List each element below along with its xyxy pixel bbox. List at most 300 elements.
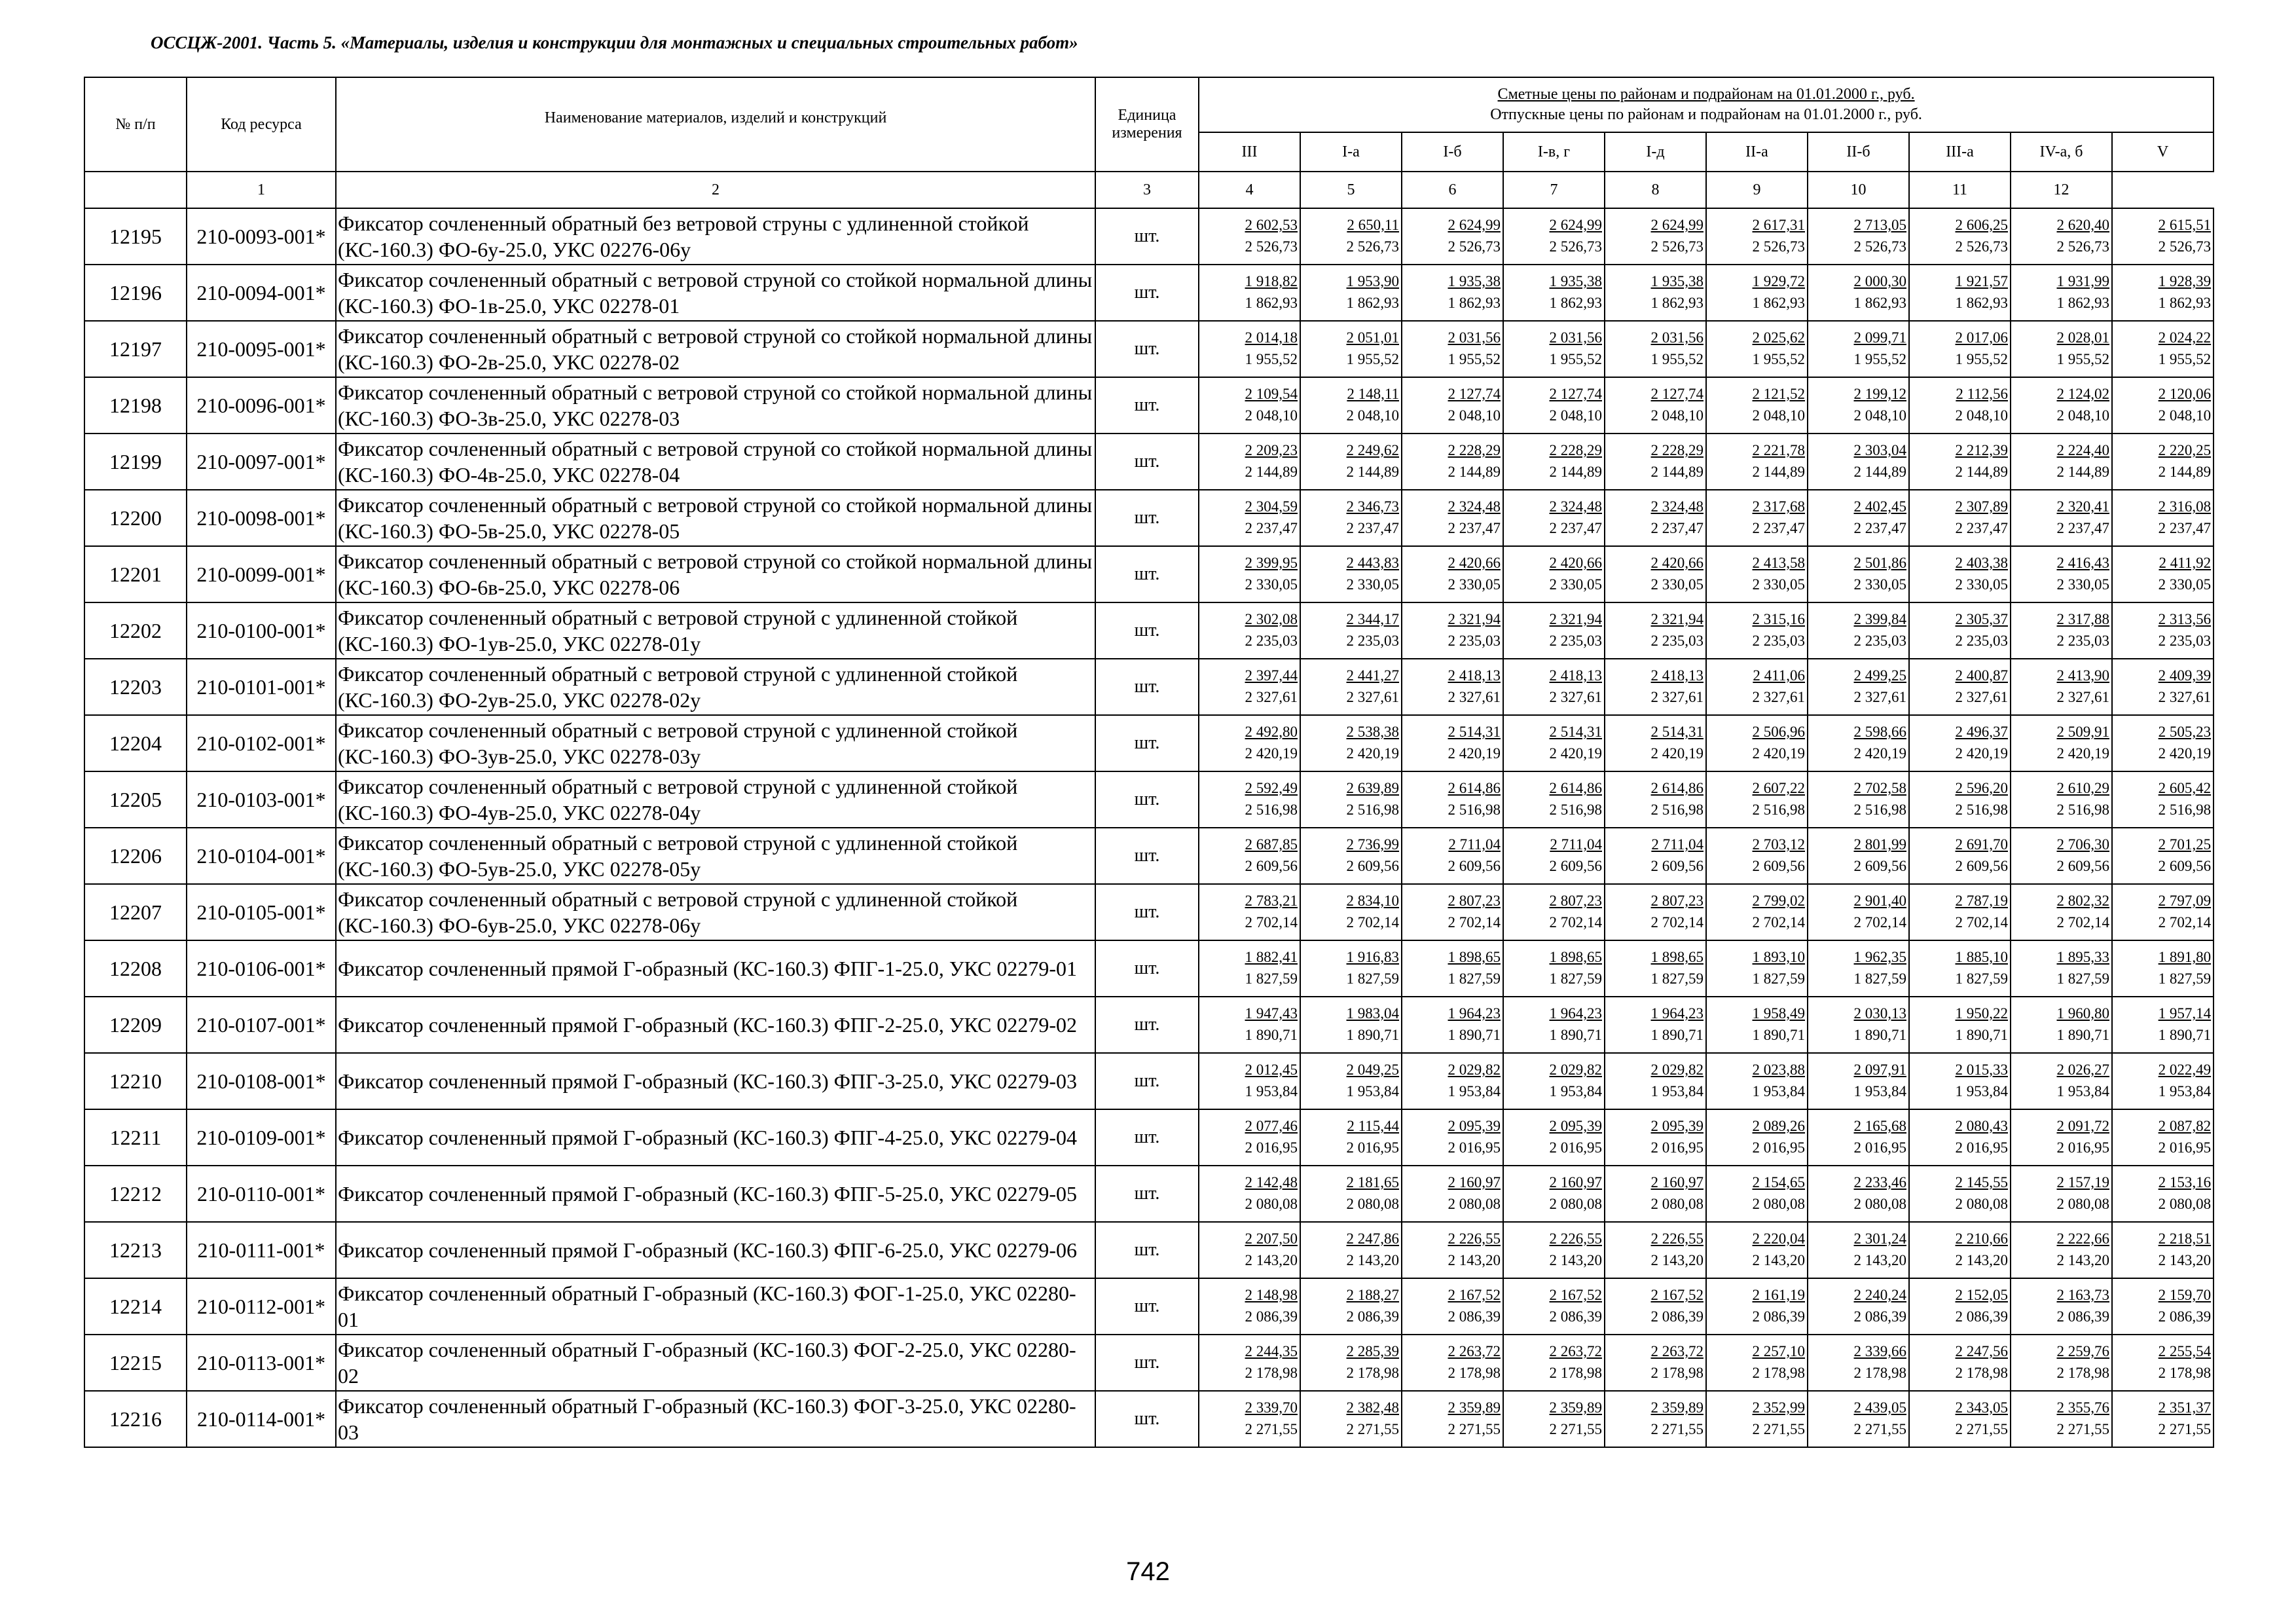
- release-price: 2 516,98: [1346, 802, 1399, 818]
- price-cell: [2011, 546, 2112, 602]
- release-price: 2 330,05: [1245, 576, 1298, 593]
- price-cell: [1300, 602, 1402, 659]
- price-cell: [1706, 1109, 1808, 1166]
- price-cell: [1402, 434, 1503, 490]
- release-price: 2 702,14: [1752, 914, 1805, 931]
- release-price: 1 862,93: [1752, 295, 1805, 311]
- release-price: 1 862,93: [1448, 295, 1501, 311]
- resource-code: 210-0095-001*: [187, 321, 336, 377]
- price-cell: [1808, 1222, 1909, 1278]
- estimated-price: 2 026,27: [2056, 1061, 2109, 1078]
- price-cell: [1808, 434, 1909, 490]
- price-cell: [2112, 1278, 2214, 1335]
- release-price: 2 516,98: [1549, 802, 1602, 818]
- price-cell: [1808, 1335, 1909, 1391]
- price-cell: [1300, 1278, 1402, 1335]
- estimated-price: 2 145,55: [1955, 1174, 2008, 1190]
- release-price: 2 702,14: [1853, 914, 1906, 931]
- material-name: Фиксатор сочлененный обратный с ветровой струной с удлиненной стойкой (КС-160.3) ФО-1ув-25.0, УКС 02278-01у: [336, 602, 1095, 659]
- price-cell: [2112, 940, 2214, 997]
- estimated-price: 2 024,22: [2158, 329, 2212, 346]
- release-price: 1 862,93: [2158, 295, 2212, 311]
- price-cell: [1909, 1166, 2011, 1222]
- estimated-price: 2 344,17: [1346, 611, 1399, 627]
- estimated-price: 2 807,23: [1650, 893, 1704, 909]
- release-price: 2 609,56: [2056, 858, 2109, 874]
- price-cell: [1808, 997, 1909, 1053]
- estimated-price: 2 025,62: [1752, 329, 1805, 346]
- estimated-price: 1 962,35: [1853, 949, 1906, 965]
- document-header: ОССЦЖ-2001. Часть 5. «Материалы, изделия и конструкции для монтажных и специальных строительных работ»: [151, 33, 1078, 52]
- release-price: 1 827,59: [2056, 970, 2109, 987]
- material-name: Фиксатор сочлененный прямой Г-образный (КС-160.3) ФПГ-5-25.0, УКС 02279-05: [336, 1166, 1095, 1222]
- estimated-price: 2 148,11: [1347, 386, 1399, 402]
- price-cell: [1909, 884, 2011, 940]
- estimated-price: 2 160,97: [1549, 1174, 1602, 1190]
- price-cell: [1808, 265, 1909, 321]
- unit-of-measure: шт.: [1095, 208, 1199, 265]
- estimated-price: 2 220,25: [2158, 442, 2212, 458]
- estimated-price: 2 029,82: [1448, 1061, 1501, 1078]
- price-cell: [1808, 659, 1909, 715]
- header-unit: Единица измерения: [1095, 77, 1199, 172]
- price-cell: [1503, 208, 1605, 265]
- release-price: 1 890,71: [2158, 1027, 2212, 1043]
- release-price: 1 953,84: [1955, 1083, 2008, 1099]
- release-price: 2 702,14: [1448, 914, 1501, 931]
- estimated-price: 2 403,38: [1955, 555, 2008, 571]
- release-price: 2 330,05: [1955, 576, 2008, 593]
- release-price: 1 955,52: [1853, 351, 1906, 367]
- estimated-price: 1 935,38: [1448, 273, 1501, 289]
- price-cell: [1300, 884, 1402, 940]
- column-number: 4: [1199, 172, 1300, 208]
- price-table: [84, 77, 2214, 1448]
- release-price: 2 080,08: [1549, 1196, 1602, 1212]
- price-cell: [1706, 1335, 1808, 1391]
- price-cell: [1300, 1053, 1402, 1109]
- release-price: 2 016,95: [1853, 1139, 1906, 1156]
- estimated-price: 2 305,37: [1955, 611, 2008, 627]
- estimated-price: 2 807,23: [1448, 893, 1501, 909]
- price-cell: [2011, 940, 2112, 997]
- release-price: 2 143,20: [1245, 1252, 1298, 1268]
- resource-code: 210-0112-001*: [187, 1278, 336, 1335]
- estimated-price: 2 413,90: [2056, 667, 2109, 684]
- estimated-price: 1 964,23: [1650, 1005, 1704, 1022]
- price-cell: [2112, 602, 2214, 659]
- price-cell: [2011, 1391, 2112, 1447]
- release-price: 2 235,03: [1346, 633, 1399, 649]
- estimated-price: 2 263,72: [1448, 1343, 1501, 1359]
- release-price: 2 048,10: [1549, 407, 1602, 424]
- column-number-row: [84, 172, 2214, 208]
- estimated-price: 2 228,29: [1448, 442, 1501, 458]
- estimated-price: 2 399,84: [1853, 611, 1906, 627]
- release-price: 2 080,08: [2056, 1196, 2109, 1212]
- estimated-price: 2 112,56: [1956, 386, 2008, 402]
- price-cell: [1199, 602, 1300, 659]
- release-price: 2 178,98: [1448, 1365, 1501, 1381]
- unit-of-measure: шт.: [1095, 265, 1199, 321]
- release-price: 2 330,05: [1752, 576, 1805, 593]
- release-price: 2 420,19: [2056, 745, 2109, 762]
- release-price: 2 016,95: [1549, 1139, 1602, 1156]
- price-cell: [1300, 997, 1402, 1053]
- price-cell: [1503, 546, 1605, 602]
- release-price: 1 955,52: [2158, 351, 2212, 367]
- estimated-price: 2 321,94: [1650, 611, 1704, 627]
- price-cell: [1605, 997, 1706, 1053]
- estimated-price: 2 409,39: [2158, 667, 2212, 684]
- estimated-price: 2 339,70: [1245, 1399, 1298, 1416]
- estimated-price: 2 346,73: [1346, 498, 1399, 515]
- material-name: Фиксатор сочлененный прямой Г-образный (КС-160.3) ФПГ-1-25.0, УКС 02279-01: [336, 940, 1095, 997]
- estimated-price: 1 960,80: [2056, 1005, 2109, 1022]
- price-cell: [2011, 434, 2112, 490]
- estimated-price: 2 097,91: [1853, 1061, 1906, 1078]
- release-price: 2 237,47: [1448, 520, 1501, 536]
- release-price: 2 271,55: [1245, 1421, 1298, 1437]
- price-cell: [1199, 940, 1300, 997]
- price-cell: [1605, 1166, 1706, 1222]
- material-name: Фиксатор сочлененный обратный с ветровой струной со стойкой нормальной длины (КС-160.3) ФО-6в-25.0, УКС 02278-06: [336, 546, 1095, 602]
- release-price: 2 048,10: [1346, 407, 1399, 424]
- estimated-price: 2 317,88: [2056, 611, 2109, 627]
- region-header-7: II-б: [1808, 132, 1909, 172]
- estimated-price: 2 509,91: [2056, 724, 2109, 740]
- release-price: 2 420,19: [1853, 745, 1906, 762]
- release-price: 2 327,61: [1549, 689, 1602, 705]
- unit-of-measure: шт.: [1095, 377, 1199, 434]
- price-cell: [1402, 997, 1503, 1053]
- estimated-price: 2 153,16: [2158, 1174, 2212, 1190]
- release-price: 2 235,03: [2056, 633, 2109, 649]
- release-price: 2 237,47: [1346, 520, 1399, 536]
- estimated-price: 2 496,37: [1955, 724, 2008, 740]
- release-price: 2 144,89: [2056, 464, 2109, 480]
- release-price: 1 862,93: [1650, 295, 1704, 311]
- estimated-price: 2 127,74: [1448, 386, 1501, 402]
- price-cell: [2011, 771, 2112, 828]
- price-cell: [1503, 1109, 1605, 1166]
- price-cell: [2011, 884, 2112, 940]
- estimated-price: 1 916,83: [1346, 949, 1399, 965]
- estimated-price: 2 000,30: [1853, 273, 1906, 289]
- release-price: 2 016,95: [2056, 1139, 2109, 1156]
- price-cell: [1909, 997, 2011, 1053]
- unit-of-measure: шт.: [1095, 546, 1199, 602]
- release-price: 2 609,56: [1549, 858, 1602, 874]
- unit-of-measure: шт.: [1095, 1391, 1199, 1447]
- estimated-price: 2 165,68: [1853, 1118, 1906, 1134]
- estimated-price: 2 324,48: [1549, 498, 1602, 515]
- price-cell: [1808, 715, 1909, 771]
- unit-of-measure: шт.: [1095, 321, 1199, 377]
- price-cell: [1402, 602, 1503, 659]
- region-header-10: V: [2112, 132, 2214, 172]
- estimated-price: 1 898,65: [1448, 949, 1501, 965]
- estimated-price: 1 935,38: [1650, 273, 1704, 289]
- price-cell: [1402, 1335, 1503, 1391]
- release-price: 2 016,95: [1650, 1139, 1704, 1156]
- release-price: 1 953,84: [1245, 1083, 1298, 1099]
- header-num: № п/п: [84, 77, 187, 172]
- price-cell: [1300, 377, 1402, 434]
- price-cell: [1909, 490, 2011, 546]
- price-cell: [1199, 771, 1300, 828]
- release-price: 2 178,98: [1549, 1365, 1602, 1381]
- estimated-price: 2 095,39: [1448, 1118, 1501, 1134]
- release-price: 2 271,55: [1955, 1421, 2008, 1437]
- table-row: [84, 1222, 2214, 1278]
- price-cell: [1199, 1053, 1300, 1109]
- estimated-price: 2 339,66: [1853, 1343, 1906, 1359]
- price-cell: [1909, 1391, 2011, 1447]
- price-cell: [1909, 1335, 2011, 1391]
- estimated-price: 2 218,51: [2158, 1230, 2212, 1247]
- estimated-price: 2 124,02: [2056, 386, 2109, 402]
- resource-code: 210-0106-001*: [187, 940, 336, 997]
- estimated-price: 2 029,82: [1549, 1061, 1602, 1078]
- row-number: 12195: [84, 208, 187, 265]
- table-row: [84, 1109, 2214, 1166]
- estimated-price: 2 506,96: [1752, 724, 1805, 740]
- release-price: 2 702,14: [1549, 914, 1602, 931]
- price-cell: [1503, 884, 1605, 940]
- price-cell: [1605, 884, 1706, 940]
- price-cell: [1706, 377, 1808, 434]
- release-price: 2 080,08: [1853, 1196, 1906, 1212]
- price-cell: [1605, 1278, 1706, 1335]
- estimated-price: 2 315,16: [1752, 611, 1805, 627]
- release-price: 2 143,20: [1752, 1252, 1805, 1268]
- estimated-price: 2 443,83: [1346, 555, 1399, 571]
- material-name: Фиксатор сочлененный прямой Г-образный (КС-160.3) ФПГ-2-25.0, УКС 02279-02: [336, 997, 1095, 1053]
- estimated-price: 2 226,55: [1549, 1230, 1602, 1247]
- price-cell: [1199, 546, 1300, 602]
- estimated-price: 2 351,37: [2158, 1399, 2212, 1416]
- unit-of-measure: шт.: [1095, 1109, 1199, 1166]
- estimated-price: 2 152,05: [1955, 1287, 2008, 1303]
- table-row: [84, 208, 2214, 265]
- release-price: 1 953,84: [1346, 1083, 1399, 1099]
- estimated-price: 2 324,48: [1448, 498, 1501, 515]
- estimated-price: 1 882,41: [1245, 949, 1298, 965]
- estimated-price: 2 163,73: [2056, 1287, 2109, 1303]
- price-cell: [1605, 490, 1706, 546]
- price-cell: [1605, 771, 1706, 828]
- price-cell: [1909, 828, 2011, 884]
- release-price: 2 235,03: [1245, 633, 1298, 649]
- estimated-price: 1 893,10: [1752, 949, 1805, 965]
- estimated-price: 2 212,39: [1955, 442, 2008, 458]
- price-cell: [1199, 715, 1300, 771]
- estimated-price: 2 321,94: [1549, 611, 1602, 627]
- price-cell: [2011, 1109, 2112, 1166]
- estimated-price: 1 964,23: [1448, 1005, 1501, 1022]
- release-price: 2 516,98: [1448, 802, 1501, 818]
- release-price: 2 016,95: [2158, 1139, 2212, 1156]
- estimated-price: 2 167,52: [1549, 1287, 1602, 1303]
- estimated-price: 2 307,89: [1955, 498, 2008, 515]
- price-cell: [1706, 1278, 1808, 1335]
- release-price: 2 086,39: [1448, 1308, 1501, 1325]
- estimated-price: 2 160,97: [1650, 1174, 1704, 1190]
- estimated-price: 2 228,29: [1549, 442, 1602, 458]
- row-number: 12206: [84, 828, 187, 884]
- row-number: 12208: [84, 940, 187, 997]
- price-cell: [1402, 208, 1503, 265]
- price-cell: [2011, 490, 2112, 546]
- release-price: 2 144,89: [2158, 464, 2212, 480]
- estimated-price: 2 080,43: [1955, 1118, 2008, 1134]
- price-cell: [2112, 265, 2214, 321]
- unit-of-measure: шт.: [1095, 828, 1199, 884]
- estimated-price: 2 304,59: [1245, 498, 1298, 515]
- price-cell: [1909, 1222, 2011, 1278]
- release-price: 2 327,61: [1955, 689, 2008, 705]
- price-cell: [1300, 490, 1402, 546]
- release-price: 2 237,47: [1650, 520, 1704, 536]
- estimated-price: 2 028,01: [2056, 329, 2109, 346]
- price-cell: [1199, 1391, 1300, 1447]
- release-price: 2 143,20: [1650, 1252, 1704, 1268]
- table-row: [84, 659, 2214, 715]
- price-cell: [1300, 715, 1402, 771]
- row-number: 12214: [84, 1278, 187, 1335]
- price-cell: [1199, 434, 1300, 490]
- price-cell: [2112, 1109, 2214, 1166]
- release-price: 2 235,03: [1549, 633, 1602, 649]
- release-price: 2 144,89: [1853, 464, 1906, 480]
- resource-code: 210-0108-001*: [187, 1053, 336, 1109]
- release-price: 1 862,93: [2056, 295, 2109, 311]
- price-cell: [2011, 602, 2112, 659]
- price-cell: [1402, 884, 1503, 940]
- release-price: 2 330,05: [1448, 576, 1501, 593]
- release-price: 2 086,39: [1752, 1308, 1805, 1325]
- estimated-price: 1 928,39: [2158, 273, 2212, 289]
- estimated-price: 2 799,02: [1752, 893, 1805, 909]
- price-cell: [1199, 1335, 1300, 1391]
- region-header-4: I-в, г: [1503, 132, 1605, 172]
- header-code: Код ресурса: [187, 77, 336, 172]
- release-price: 2 327,61: [1245, 689, 1298, 705]
- release-price: 2 526,73: [1448, 238, 1501, 255]
- release-price: 2 420,19: [1650, 745, 1704, 762]
- resource-code: 210-0107-001*: [187, 997, 336, 1053]
- estimated-price: 2 624,99: [1549, 217, 1602, 233]
- release-price: 2 420,19: [1752, 745, 1805, 762]
- release-price: 2 144,89: [1549, 464, 1602, 480]
- price-cell: [1706, 208, 1808, 265]
- price-cell: [1199, 208, 1300, 265]
- release-price: 2 327,61: [1448, 689, 1501, 705]
- resource-code: 210-0111-001*: [187, 1222, 336, 1278]
- estimated-price: 2 614,86: [1448, 780, 1501, 796]
- price-cell: [1808, 208, 1909, 265]
- table-row: [84, 1391, 2214, 1447]
- table-row: [84, 1335, 2214, 1391]
- estimated-price: 2 224,40: [2056, 442, 2109, 458]
- row-number: 12203: [84, 659, 187, 715]
- header-prices-estimated: Сметные цены по районам и подрайонам на 01.01.2000 г., руб.: [1497, 86, 1915, 103]
- page-number: 742: [1126, 1557, 1170, 1586]
- price-cell: [1199, 828, 1300, 884]
- table-row: [84, 1278, 2214, 1335]
- release-price: 2 086,39: [1955, 1308, 2008, 1325]
- estimated-price: 2 411,06: [1753, 667, 1805, 684]
- release-price: 2 178,98: [1853, 1365, 1906, 1381]
- resource-code: 210-0098-001*: [187, 490, 336, 546]
- release-price: 2 080,08: [1752, 1196, 1805, 1212]
- price-cell: [1300, 659, 1402, 715]
- column-number: 2: [336, 172, 1095, 208]
- release-price: 2 048,10: [2158, 407, 2212, 424]
- release-price: 2 086,39: [2056, 1308, 2109, 1325]
- estimated-price: 2 702,58: [1853, 780, 1906, 796]
- release-price: 2 048,10: [1245, 407, 1298, 424]
- estimated-price: 2 807,23: [1549, 893, 1602, 909]
- region-header-9: IV-а, б: [2011, 132, 2112, 172]
- estimated-price: 2 222,66: [2056, 1230, 2109, 1247]
- price-cell: [2112, 377, 2214, 434]
- price-cell: [1706, 1053, 1808, 1109]
- price-cell: [2011, 1053, 2112, 1109]
- release-price: 2 271,55: [1650, 1421, 1704, 1437]
- price-cell: [1706, 1222, 1808, 1278]
- release-price: 2 271,55: [1346, 1421, 1399, 1437]
- release-price: 2 271,55: [1549, 1421, 1602, 1437]
- row-number: 12213: [84, 1222, 187, 1278]
- price-cell: [2112, 1391, 2214, 1447]
- estimated-price: 2 703,12: [1752, 836, 1805, 853]
- price-cell: [1402, 1222, 1503, 1278]
- price-cell: [2011, 377, 2112, 434]
- estimated-price: 2 095,39: [1650, 1118, 1704, 1134]
- release-price: 2 526,73: [1245, 238, 1298, 255]
- price-cell: [1503, 1166, 1605, 1222]
- material-name: Фиксатор сочлененный обратный с ветровой струной со стойкой нормальной длины (КС-160.3) ФО-1в-25.0, УКС 02278-01: [336, 265, 1095, 321]
- release-price: 2 235,03: [2158, 633, 2212, 649]
- price-cell: [1909, 377, 2011, 434]
- price-cell: [1706, 321, 1808, 377]
- row-number: 12200: [84, 490, 187, 546]
- estimated-price: 1 935,38: [1549, 273, 1602, 289]
- price-cell: [2011, 828, 2112, 884]
- unit-of-measure: шт.: [1095, 1053, 1199, 1109]
- estimated-price: 2 167,52: [1448, 1287, 1501, 1303]
- row-number: 12205: [84, 771, 187, 828]
- unit-of-measure: шт.: [1095, 771, 1199, 828]
- column-number: 9: [1706, 172, 1808, 208]
- estimated-price: 2 142,48: [1245, 1174, 1298, 1190]
- estimated-price: 1 953,90: [1346, 273, 1399, 289]
- price-cell: [1808, 490, 1909, 546]
- estimated-price: 2 499,25: [1853, 667, 1906, 684]
- estimated-price: 2 901,40: [1853, 893, 1906, 909]
- price-cell: [1300, 265, 1402, 321]
- price-cell: [1808, 1166, 1909, 1222]
- table-row: [84, 602, 2214, 659]
- release-price: 2 235,03: [1752, 633, 1805, 649]
- price-cell: [1808, 546, 1909, 602]
- price-cell: [1300, 546, 1402, 602]
- estimated-price: 2 167,52: [1650, 1287, 1704, 1303]
- estimated-price: 2 226,55: [1650, 1230, 1704, 1247]
- release-price: 2 178,98: [1245, 1365, 1298, 1381]
